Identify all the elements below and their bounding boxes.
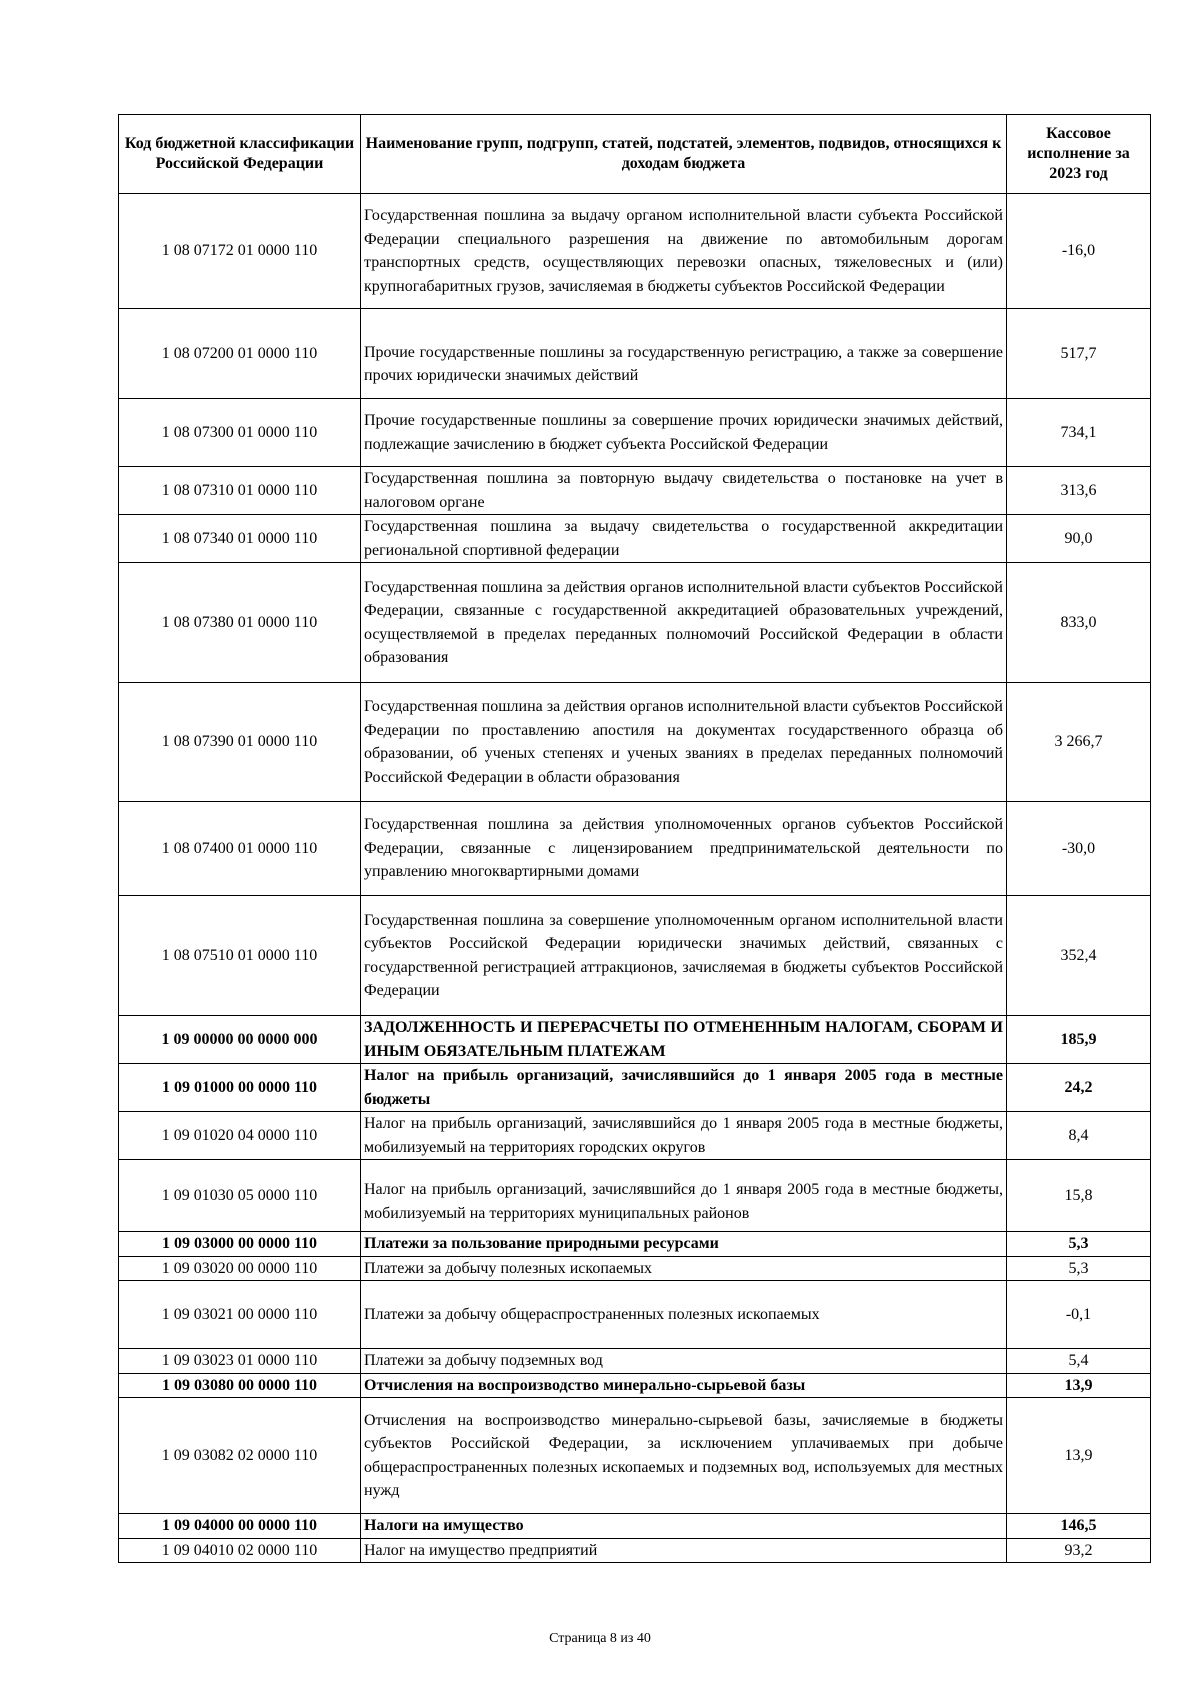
cell-code: 1 09 04010 02 0000 110 <box>119 1538 361 1563</box>
header-code: Код бюджетной классификации Российской Федерации <box>119 115 361 194</box>
cell-code: 1 09 03000 00 0000 110 <box>119 1232 361 1257</box>
cell-value: -0,1 <box>1007 1281 1151 1349</box>
cell-value: 5,3 <box>1007 1256 1151 1281</box>
table-row <box>119 467 1151 515</box>
cell-name-text: Платежи за добычу подземных вод <box>364 1352 603 1369</box>
table-row <box>119 1256 1151 1281</box>
table-row <box>119 802 1151 896</box>
cell-value: 15,8 <box>1007 1160 1151 1232</box>
cell-code: 1 09 03020 00 0000 110 <box>119 1256 361 1281</box>
table-body <box>119 194 1151 1563</box>
cell-name <box>361 467 1007 515</box>
table-header-row <box>119 115 1151 194</box>
cell-name <box>361 309 1007 399</box>
cell-name-text: Отчисления на воспроизводство минерально-сырьевой базы <box>364 1376 806 1394</box>
page-number: Страница 8 из 40 <box>549 1631 651 1646</box>
cell-value: 13,9 <box>1007 1398 1151 1514</box>
cell-value: 313,6 <box>1007 467 1151 515</box>
table-row <box>119 1232 1151 1257</box>
cell-value: 352,4 <box>1007 896 1151 1016</box>
cell-name-text: Налог на прибыль организаций, зачислявшийся до 1 января 2005 года в местные бюджеты, мобилизуемый на территориях муниципальных районов <box>364 1181 1003 1222</box>
cell-name-text: Прочие государственные пошлины за государственную регистрацию, а также за совершение прочих юридически значимых действий <box>364 343 1003 384</box>
cell-value: 24,2 <box>1007 1064 1151 1112</box>
cell-name <box>361 1256 1007 1281</box>
cell-name-text: Налог на имущество предприятий <box>364 1541 598 1559</box>
cell-code: 1 09 03021 00 0000 110 <box>119 1281 361 1349</box>
table-row <box>119 399 1151 467</box>
table-row <box>119 1112 1151 1160</box>
cell-code: 1 09 01000 00 0000 110 <box>119 1064 361 1112</box>
cell-name <box>361 1373 1007 1398</box>
cell-value: 185,9 <box>1007 1016 1151 1064</box>
cell-name <box>361 399 1007 467</box>
table-row <box>119 683 1151 802</box>
cell-code: 1 09 00000 00 0000 000 <box>119 1016 361 1064</box>
cell-name <box>361 802 1007 896</box>
table-row <box>119 1398 1151 1514</box>
budget-revenue-table <box>118 114 1151 1563</box>
table-row <box>119 515 1151 563</box>
cell-name <box>361 563 1007 683</box>
cell-name <box>361 1398 1007 1514</box>
cell-code: 1 08 07200 01 0000 110 <box>119 309 361 399</box>
table-row <box>119 1281 1151 1349</box>
cell-value: 8,4 <box>1007 1112 1151 1160</box>
cell-name-text: Платежи за добычу общераспространенных полезных ископаемых <box>364 1305 820 1323</box>
cell-code: 1 08 07380 01 0000 110 <box>119 563 361 683</box>
cell-code: 1 09 01030 05 0000 110 <box>119 1160 361 1232</box>
table-row <box>119 1349 1151 1374</box>
cell-code: 1 08 07340 01 0000 110 <box>119 515 361 563</box>
cell-name-text: Государственная пошлина за действия уполномоченных органов субъектов Российской Федерации, связанные с лицензированием предпринимательской деятельности по управлению многоквартирными домами <box>364 816 1003 881</box>
cell-value: 833,0 <box>1007 563 1151 683</box>
cell-value: -16,0 <box>1007 194 1151 309</box>
cell-name <box>361 1281 1007 1349</box>
cell-value: 5,3 <box>1007 1232 1151 1257</box>
cell-value: -30,0 <box>1007 802 1151 896</box>
cell-value: 3 266,7 <box>1007 683 1151 802</box>
cell-name <box>361 194 1007 309</box>
cell-name-text: Налоги на имущество <box>364 1517 524 1534</box>
cell-value: 734,1 <box>1007 399 1151 467</box>
table-row <box>119 896 1151 1016</box>
cell-name <box>361 1349 1007 1374</box>
cell-name-text: Государственная пошлина за совершение уполномоченным органом исполнительной власти субъектов Российской Федерации юридически значимых действий, связанных с государственной регистрацией аттракционов, зачисляемая в бюджеты субъектов Российской Федерации <box>364 911 1003 999</box>
cell-value: 13,9 <box>1007 1373 1151 1398</box>
cell-value: 146,5 <box>1007 1514 1151 1539</box>
cell-code: 1 08 07510 01 0000 110 <box>119 896 361 1016</box>
table-row <box>119 1373 1151 1398</box>
header-value: Кассовое исполнение за 2023 год <box>1007 115 1151 194</box>
cell-name-text: Налог на прибыль организаций, зачислявшийся до 1 января 2005 года в местные бюджеты, мобилизуемый на территориях городских округов <box>364 1115 1003 1156</box>
cell-name <box>361 515 1007 563</box>
cell-value: 93,2 <box>1007 1538 1151 1563</box>
header-name: Наименование групп, подгрупп, статей, подстатей, элементов, подвидов, относящихся к доходам бюджета <box>361 115 1007 194</box>
cell-name-text: Прочие государственные пошлины за совершение прочих юридически значимых действий, подлежащие зачислению в бюджет субъекта Российской Федерации <box>364 412 1003 453</box>
table-row <box>119 1514 1151 1539</box>
cell-name-text: Платежи за пользование природными ресурсами <box>364 1235 719 1252</box>
cell-value: 90,0 <box>1007 515 1151 563</box>
cell-name <box>361 683 1007 802</box>
table-row <box>119 1016 1151 1064</box>
cell-name <box>361 1514 1007 1539</box>
table-row <box>119 1538 1151 1563</box>
cell-name <box>361 1112 1007 1160</box>
cell-name-text: Налог на прибыль организаций, зачислявшийся до 1 января 2005 года в местные бюджеты <box>364 1067 1003 1108</box>
cell-name-text: Платежи за добычу полезных ископаемых <box>364 1259 652 1277</box>
cell-value: 517,7 <box>1007 309 1151 399</box>
cell-name <box>361 1016 1007 1064</box>
cell-code: 1 08 07310 01 0000 110 <box>119 467 361 515</box>
cell-code: 1 09 03023 01 0000 110 <box>119 1349 361 1374</box>
cell-name-text: Государственная пошлина за выдачу свидетельства о государственной аккредитации региональной спортивной федерации <box>364 518 1003 559</box>
cell-name-text: Государственная пошлина за повторную выдачу свидетельства о постановке на учет в налоговом органе <box>364 470 1003 511</box>
cell-name-text: Государственная пошлина за действия органов исполнительной власти субъектов Российской Федерации, связанные с государственной аккредитацией образовательных учреждений, осуществляемой в пределах переданных полномочий Российской Федерации в области образования <box>364 578 1003 666</box>
cell-code: 1 08 07172 01 0000 110 <box>119 194 361 309</box>
cell-code: 1 09 04000 00 0000 110 <box>119 1514 361 1539</box>
cell-code: 1 09 03080 00 0000 110 <box>119 1373 361 1398</box>
cell-name <box>361 1160 1007 1232</box>
table-row <box>119 194 1151 309</box>
cell-code: 1 08 07390 01 0000 110 <box>119 683 361 802</box>
table-row <box>119 1160 1151 1232</box>
cell-code: 1 08 07400 01 0000 110 <box>119 802 361 896</box>
cell-code: 1 09 03082 02 0000 110 <box>119 1398 361 1514</box>
cell-name-text: ЗАДОЛЖЕННОСТЬ И ПЕРЕРАСЧЕТЫ ПО ОТМЕНЕННЫМ НАЛОГАМ, СБОРАМ И ИНЫМ ОБЯЗАТЕЛЬНЫМ ПЛАТЕЖАМ <box>364 1019 1003 1060</box>
cell-name <box>361 1232 1007 1257</box>
cell-name <box>361 896 1007 1016</box>
table-row <box>119 309 1151 399</box>
cell-code: 1 08 07300 01 0000 110 <box>119 399 361 467</box>
cell-code: 1 09 01020 04 0000 110 <box>119 1112 361 1160</box>
cell-name-text: Государственная пошлина за выдачу органом исполнительной власти субъекта Российской Федерации специального разрешения на движение по автомобильным дорогам транспортных средств, осуществляющих перевозки опасных, тяжеловесных и (или) крупногабаритных грузов, зачисляемая в бюджеты субъектов Российской Федерации <box>364 207 1003 295</box>
cell-name <box>361 1538 1007 1563</box>
cell-name-text: Государственная пошлина за действия органов исполнительной власти субъектов Российской Федерации по проставлению апостиля на документах государственного образца об образовании, об ученых степенях и ученых званиях в пределах переданных полномочий Российской Федерации в области образования <box>364 698 1003 786</box>
cell-value: 5,4 <box>1007 1349 1151 1374</box>
table-row <box>119 1064 1151 1112</box>
cell-name-text: Отчисления на воспроизводство минерально-сырьевой базы, зачисляемые в бюджеты субъектов Российской Федерации, за исключением уплачиваемых при добыче общераспространенных полезных ископаемых и подземных вод, используемых для местных нужд <box>364 1411 1003 1499</box>
cell-name <box>361 1064 1007 1112</box>
table-row <box>119 563 1151 683</box>
